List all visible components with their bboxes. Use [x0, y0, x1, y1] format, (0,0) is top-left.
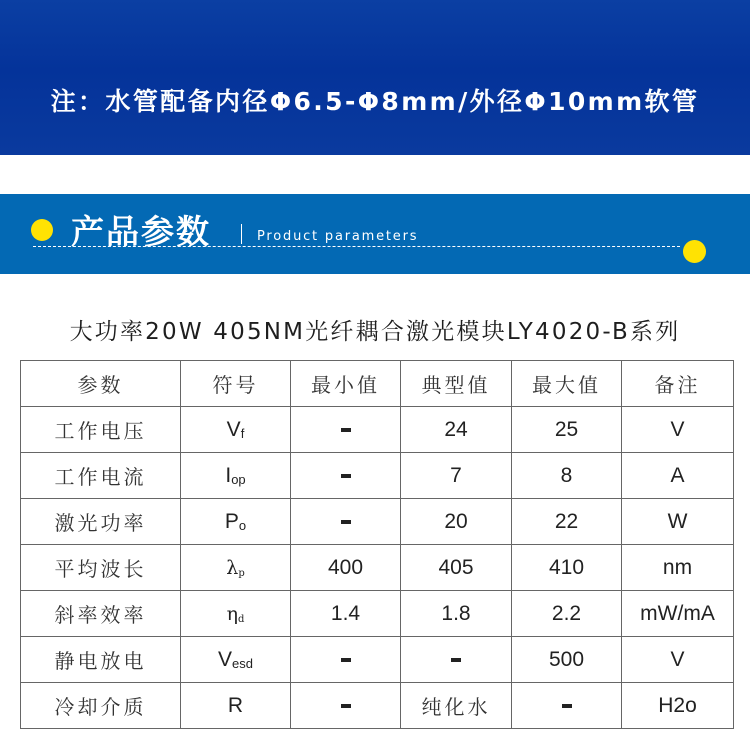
- cell-symbol: [181, 683, 291, 729]
- cell-min: 1.4: [291, 591, 401, 637]
- table-header-row: [21, 361, 734, 407]
- cell-param: 斜率效率: [21, 591, 181, 637]
- symbol-subscript: esd: [232, 655, 253, 671]
- cell-param: 冷却介质: [21, 683, 181, 729]
- header-max: 最大值: [512, 361, 622, 407]
- cell-typ: 24: [401, 407, 512, 453]
- symbol-subscript: o: [238, 517, 247, 533]
- parameters-table: [20, 360, 734, 729]
- header-symbol: 符号: [181, 361, 291, 407]
- cell-max: [512, 683, 622, 729]
- cell-symbol: [181, 499, 291, 545]
- cell-max: 2.2: [512, 591, 622, 637]
- cell-param: 激光功率: [21, 499, 181, 545]
- dash-placeholder: [562, 704, 572, 708]
- symbol-main: V: [218, 647, 233, 671]
- symbol-subscript: f: [240, 425, 245, 441]
- yellow-dot-icon: [31, 219, 53, 241]
- top-banner: [0, 0, 750, 155]
- cell-note: V: [622, 407, 734, 453]
- cell-min: [291, 407, 401, 453]
- dash-placeholder: [341, 520, 351, 524]
- cell-typ: 7: [401, 453, 512, 499]
- cell-max: 410: [512, 545, 622, 591]
- section-title-cn: 产品参数: [71, 212, 211, 251]
- cell-max: 22: [512, 499, 622, 545]
- section-title-en: Product parameters: [257, 229, 419, 244]
- cell-min: [291, 453, 401, 499]
- cell-typ: 405: [401, 545, 512, 591]
- table-row: [21, 453, 734, 499]
- section-header: [0, 194, 750, 274]
- cell-param: 工作电压: [21, 407, 181, 453]
- cell-max: 8: [512, 453, 622, 499]
- water-pipe-note: 注：水管配备内径Φ6.5-Φ8mm/外径Φ10mm软管: [50, 87, 700, 116]
- dash-placeholder: [451, 658, 461, 662]
- symbol-subscript: op: [231, 471, 246, 487]
- symbol-subscript: d: [237, 613, 245, 625]
- cell-typ: 1.8: [401, 591, 512, 637]
- cell-symbol: [181, 545, 291, 591]
- symbol-main: I: [225, 463, 232, 487]
- cell-note: nm: [622, 545, 734, 591]
- cell-symbol: [181, 591, 291, 637]
- cell-note: V: [622, 637, 734, 683]
- symbol-main: λ: [226, 556, 239, 579]
- symbol-main: R: [227, 693, 244, 717]
- cell-symbol: [181, 637, 291, 683]
- product-title: 大功率20W 405NM光纤耦合激光模块LY4020-B系列: [69, 319, 681, 345]
- divider: [241, 224, 242, 244]
- symbol-subscript: p: [238, 567, 245, 579]
- table-row: [21, 683, 734, 729]
- cell-symbol: [181, 407, 291, 453]
- header-note: 备注: [622, 361, 734, 407]
- cell-min: [291, 637, 401, 683]
- cell-max: 25: [512, 407, 622, 453]
- cell-param: 工作电流: [21, 453, 181, 499]
- table-row: [21, 545, 734, 591]
- cell-typ: 纯化水: [401, 683, 512, 729]
- header-min: 最小值: [291, 361, 401, 407]
- cell-min: 400: [291, 545, 401, 591]
- yellow-dot-icon: [683, 240, 706, 263]
- dash-placeholder: [341, 428, 351, 432]
- header-typ: 典型值: [401, 361, 512, 407]
- dashed-divider: [33, 246, 680, 247]
- cell-max: 500: [512, 637, 622, 683]
- table-row: [21, 499, 734, 545]
- cell-note: mW/mA: [622, 591, 734, 637]
- cell-note: W: [622, 499, 734, 545]
- header-param: 参数: [21, 361, 181, 407]
- table-row: [21, 407, 734, 453]
- dash-placeholder: [341, 474, 351, 478]
- cell-param: 平均波长: [21, 545, 181, 591]
- symbol-main: η: [226, 602, 238, 625]
- cell-typ: 20: [401, 499, 512, 545]
- cell-min: [291, 683, 401, 729]
- cell-min: [291, 499, 401, 545]
- dash-placeholder: [341, 704, 351, 708]
- table-row: [21, 637, 734, 683]
- cell-param: 静电放电: [21, 637, 181, 683]
- cell-symbol: [181, 453, 291, 499]
- symbol-main: V: [226, 417, 241, 441]
- cell-typ: [401, 637, 512, 683]
- dash-placeholder: [341, 658, 351, 662]
- symbol-main: P: [224, 509, 239, 533]
- cell-note: A: [622, 453, 734, 499]
- table-row: [21, 591, 734, 637]
- cell-note: H2o: [622, 683, 734, 729]
